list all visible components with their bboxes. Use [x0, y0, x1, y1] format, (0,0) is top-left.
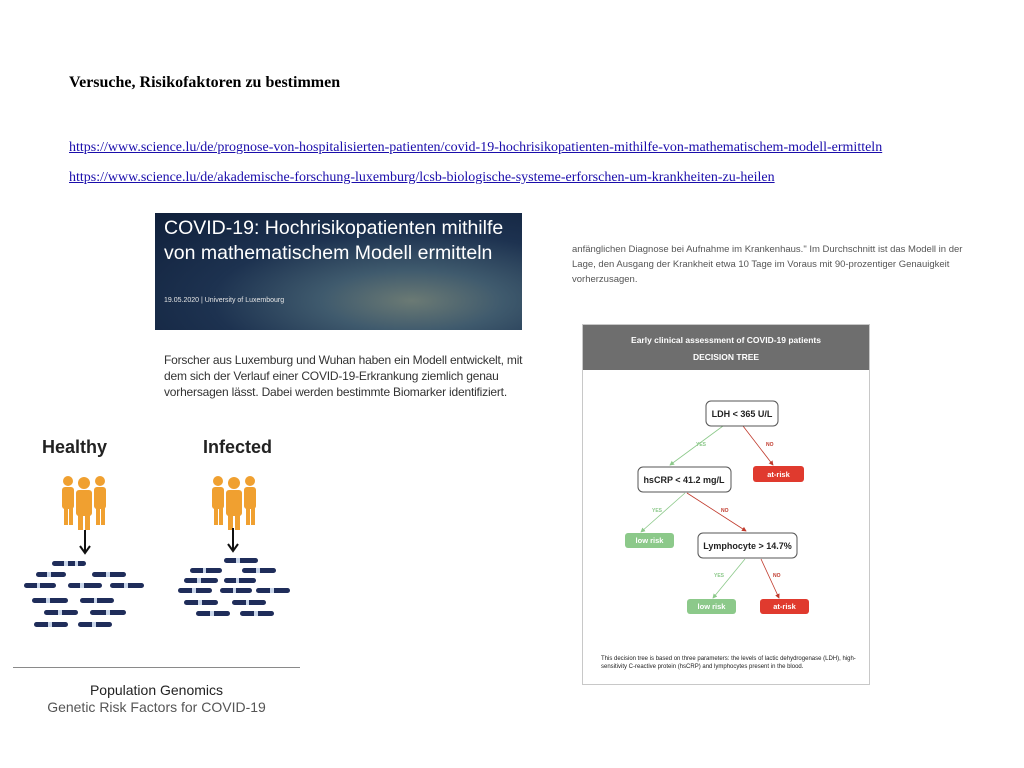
link-covid-model[interactable]: https://www.science.lu/de/prognose-von-hospitalisierten-patienten/covid-19-hochrisikopatienten-mithilfe-von-mathematischem-modell-ermitteln: [69, 140, 883, 155]
edge-hscrp-yes: [641, 493, 685, 532]
article-lead: Forscher aus Luxemburg und Wuhan haben ein Modell entwickelt, mit dem sich der Verlauf einer COVID-19-Erkrankung ziemlich genau vorhersagen lässt. Dabei werden bestimmte Biomarker identifiziert.: [164, 353, 523, 399]
infected-chromosomes-icon: [176, 556, 296, 620]
no-label: NO: [773, 573, 781, 579]
healthy-label: Healthy: [42, 437, 108, 457]
arrow-down-icon: [78, 530, 92, 556]
yes-label: YES: [696, 442, 707, 448]
yes-label: YES: [714, 573, 725, 579]
decision-tree-header-title: Early clinical assessment of COVID-19 patients: [631, 335, 821, 345]
genomics-title: Population Genomics: [89, 682, 224, 698]
divider: [13, 667, 300, 668]
infected-people-icon: [206, 473, 262, 531]
article-excerpt: anfänglichen Diagnose bei Aufnahme im Krankenhaus." Im Durchschnitt ist das Modell in der Lage, den Ausgang der Krankheit etwa 10 Tage im Voraus mit 90-prozentiger Genauigkeit vorherzusagen.: [572, 244, 963, 285]
no-label: NO: [766, 442, 774, 448]
decision-tree-header-subtitle: DECISION TREE: [692, 352, 760, 362]
article-banner: [155, 213, 522, 330]
banner-title: COVID-19: Hochrisikopatienten mithilfe von mathematischem Modell ermitteln: [164, 217, 504, 264]
healthy-chromosomes-icon: [20, 558, 150, 632]
leaf-at-risk-2-label: at-risk: [773, 602, 796, 611]
genomics-subtitle: Genetic Risk Factors for COVID-19: [47, 699, 266, 715]
node-ldh-label: LDH < 365 U/L: [711, 409, 773, 419]
arrow-down-icon: [226, 528, 240, 554]
edge-hscrp-no: [687, 493, 746, 531]
leaf-low-risk-2-label: low risk: [697, 602, 726, 611]
decision-tree-figure: [582, 324, 870, 685]
leaf-at-risk-1-label: at-risk: [767, 470, 790, 479]
banner-meta: 19.05.2020 | University of Luxembourg: [164, 297, 285, 304]
decision-tree-footnote: This decision tree is based on three parameters: the levels of lactic dehydrogenase (LDH), high-sensitivity C-reactive protein (hsCRP) and lymphocytes present in the blood.: [601, 656, 856, 670]
healthy-people-icon: [56, 473, 112, 531]
yes-label: YES: [652, 508, 663, 514]
infected-label: Infected: [203, 437, 273, 457]
decision-tree-diagram: [583, 325, 869, 684]
link-lcsb-research[interactable]: https://www.science.lu/de/akademische-forschung-luxemburg/lcsb-biologische-systeme-erforschen-um-krankheiten-zu-heilen: [69, 170, 775, 185]
node-lympho-label: Lymphocyte > 14.7%: [703, 541, 792, 551]
no-label: NO: [721, 508, 729, 514]
node-hscrp-label: hsCRP < 41.2 mg/L: [643, 475, 725, 485]
section-heading: Versuche, Risikofaktoren zu bestimmen: [69, 74, 341, 91]
leaf-low-risk-1-label: low risk: [635, 536, 664, 545]
